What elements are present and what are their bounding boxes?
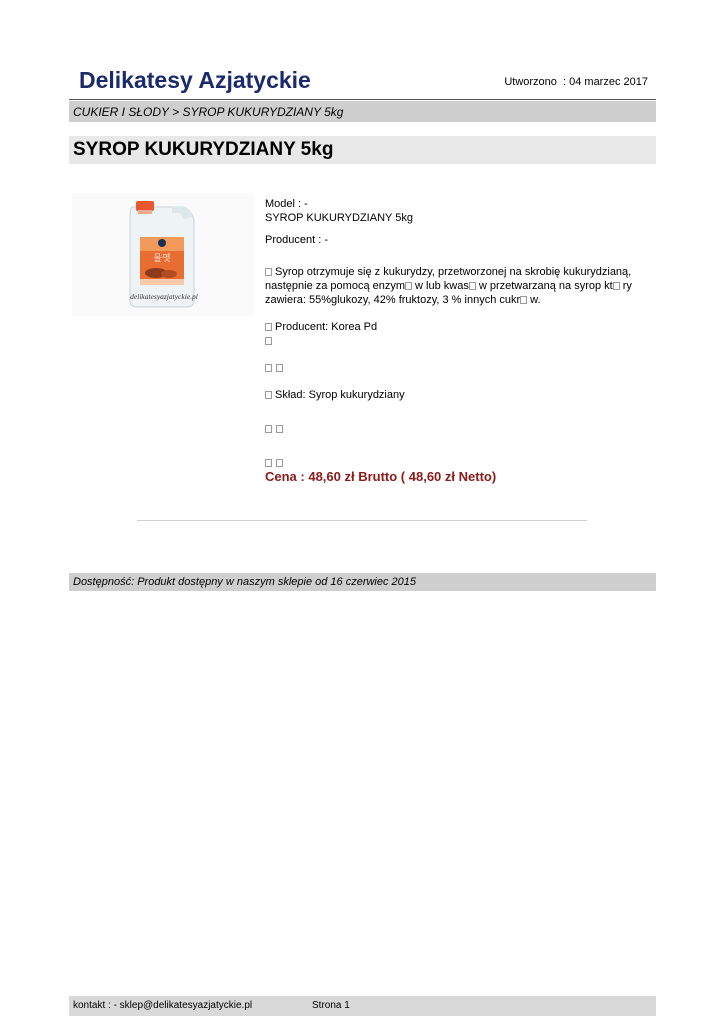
header-divider bbox=[69, 99, 656, 100]
missing-glyph-icon bbox=[276, 364, 283, 372]
description-line-2: następnie za pomocą enzym w lub kwas w przetwarzaną na syrop kt ry bbox=[265, 280, 632, 292]
price: Cena : 48,60 zł Brutto ( 48,60 zł Netto) bbox=[265, 469, 497, 484]
model-name: SYROP KUKURYDZIANY 5kg bbox=[265, 212, 413, 224]
missing-glyph-icon bbox=[469, 282, 476, 290]
footer-contact: kontakt : - sklep@delikatesyazjatyckie.pl bbox=[73, 1000, 253, 1011]
missing-glyph-icon bbox=[276, 425, 283, 433]
missing-glyph-icon bbox=[265, 391, 272, 399]
empty-line bbox=[265, 361, 655, 375]
missing-glyph-icon bbox=[520, 296, 527, 304]
image-watermark: delikatesyazjatyckie.pl bbox=[130, 292, 198, 301]
description-line-1: Syrop otrzymuje się z kukurydzy, przetworzonej na skrobię kukurydzianą, bbox=[265, 265, 655, 279]
composition-line: Skład: Syrop kukurydziany bbox=[265, 388, 655, 402]
shop-name: Delikatesy Azjatyckie bbox=[79, 67, 311, 93]
missing-glyph-icon bbox=[265, 323, 272, 331]
empty-line bbox=[265, 422, 655, 436]
empty-line bbox=[265, 456, 655, 470]
missing-glyph-icon bbox=[265, 459, 272, 467]
description-line-3: zawiera: 55%glukozy, 42% fruktozy, 3 % innych cukr w. bbox=[265, 294, 541, 306]
footer bbox=[69, 996, 656, 1016]
missing-glyph-icon bbox=[613, 282, 620, 290]
label-korean-text: 물엿 bbox=[153, 254, 171, 264]
product-title: SYROP KUKURYDZIANY 5kg bbox=[73, 139, 334, 160]
syrup-jug-image bbox=[72, 193, 254, 316]
product-title-bar bbox=[69, 136, 656, 164]
created-date: Utworzono : 04 marzec 2017 bbox=[504, 76, 648, 88]
product-image bbox=[72, 193, 254, 316]
content-divider bbox=[137, 520, 587, 521]
empty-line bbox=[265, 334, 655, 348]
missing-glyph-icon bbox=[265, 268, 272, 276]
availability-text: Dostępność: Produkt dostępny w naszym sklepie od 16 czerwiec 2015 bbox=[73, 576, 417, 588]
availability-bar bbox=[69, 573, 656, 591]
product-details bbox=[265, 197, 655, 484]
model-label: Model : - bbox=[265, 198, 308, 210]
missing-glyph-icon bbox=[265, 425, 272, 433]
producer-label: Producent : - bbox=[265, 234, 328, 246]
missing-glyph-icon bbox=[405, 282, 412, 290]
missing-glyph-icon bbox=[265, 364, 272, 372]
missing-glyph-icon bbox=[276, 459, 283, 467]
page-number: Strona 1 bbox=[312, 1000, 350, 1011]
missing-glyph-icon bbox=[265, 337, 272, 345]
breadcrumb bbox=[69, 101, 656, 122]
breadcrumb-text: CUKIER I SŁODY > SYROP KUKURYDZIANY 5kg bbox=[73, 105, 344, 119]
producer-line: Producent: Korea Pd bbox=[265, 320, 655, 334]
